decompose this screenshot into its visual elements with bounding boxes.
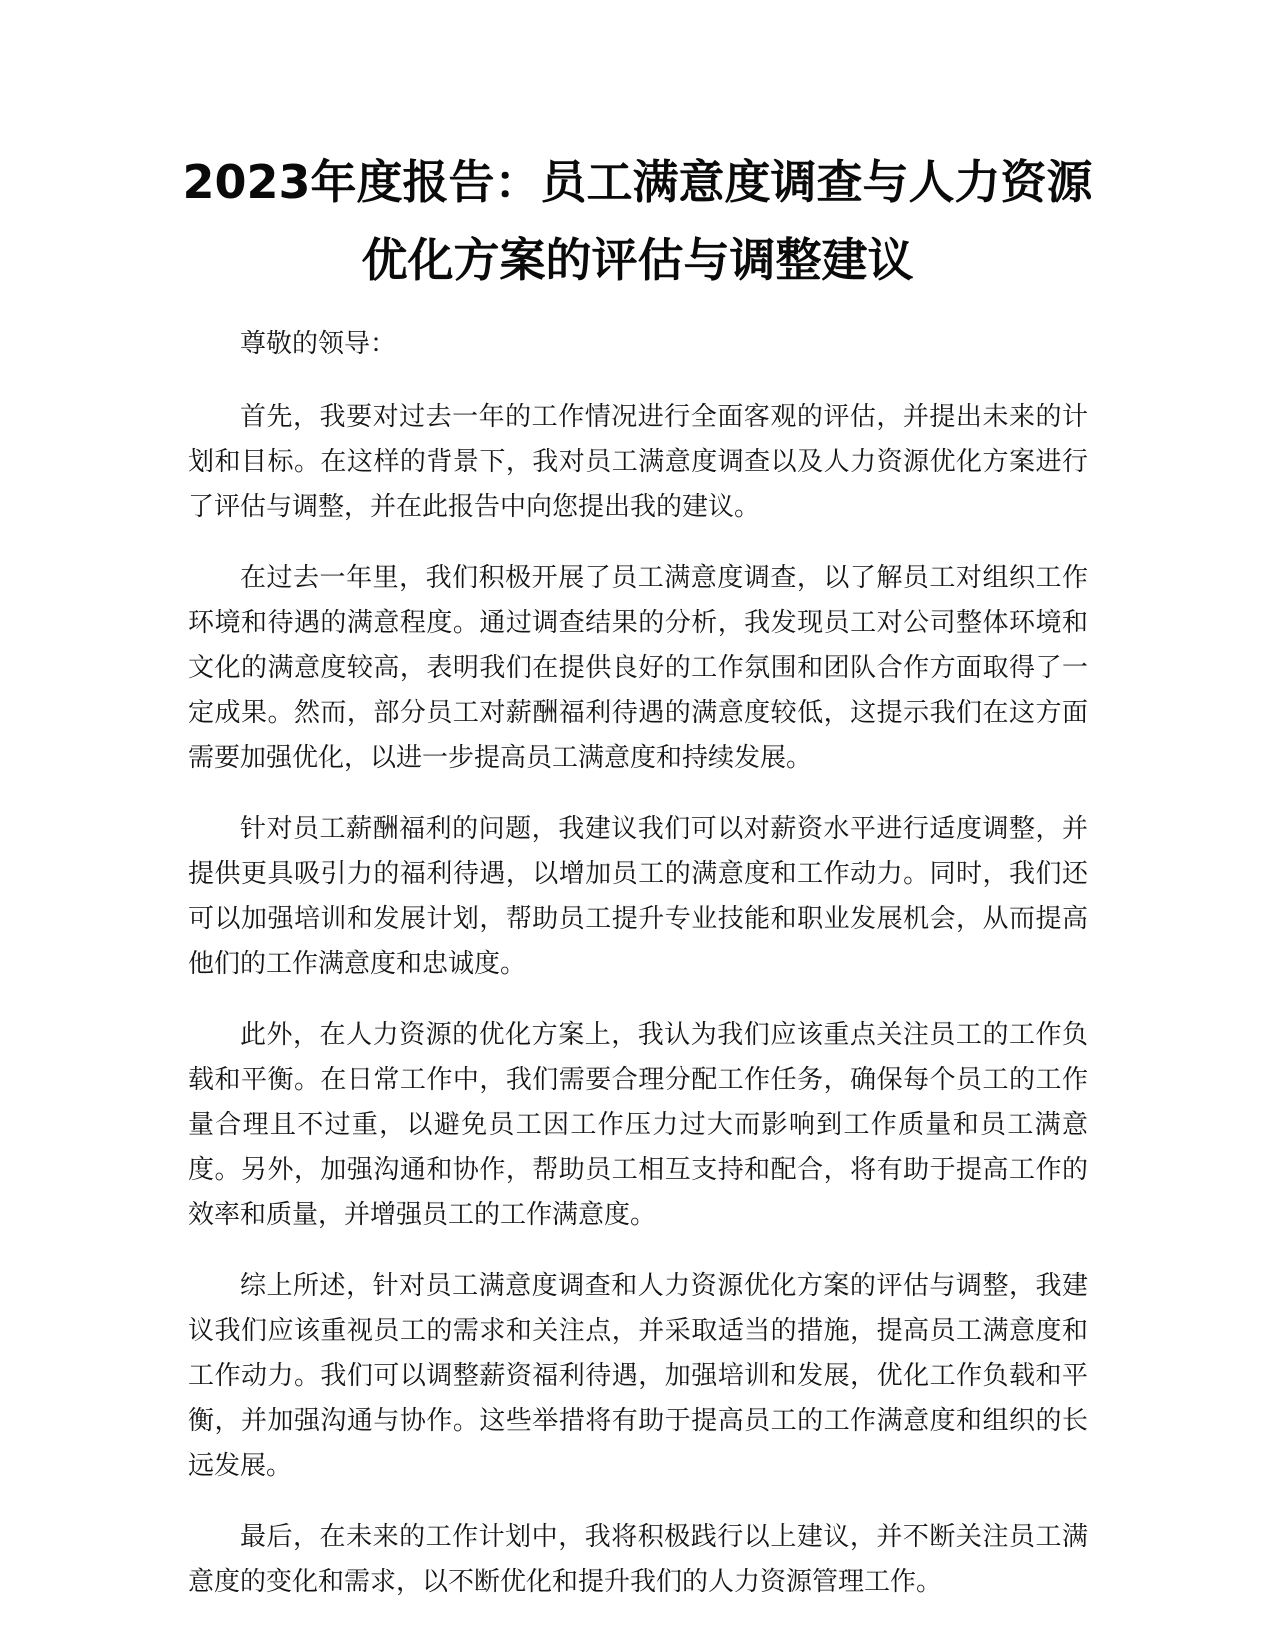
document-title <box>150 143 1125 299</box>
paragraph-5: 综上所述，针对员工满意度调查和人力资源优化方案的评估与调整，我建议我们应该重视员工的需求和关注点，并采取适当的措施，提高员工满意度和工作动力。我们可以调整薪资福利待遇，加强培训和发展，优化工作负载和平衡，并加强沟通与协作。这些举措将有助于提高员工的工作满意度和组织的长远发展。 <box>188 1271 1088 1481</box>
title-line-1: 2023年度报告：员工满意度调查与人力资源 <box>182 155 1093 209</box>
paragraph-6: 最后，在未来的工作计划中，我将积极践行以上建议，并不断关注员工满意度的变化和需求，以不断优化和提升我们的人力资源管理工作。 <box>188 1522 1088 1597</box>
greeting: 尊敬的领导： <box>240 329 397 359</box>
paragraph-2: 在过去一年里，我们积极开展了员工满意度调查，以了解员工对组织工作环境和待遇的满意程度。通过调查结果的分析，我发现员工对公司整体环境和文化的满意度较高，表明我们在提供良好的工作氛围和团队合作方面取得了一定成果。然而，部分员工对薪酬福利待遇的满意度较低，这提示我们在这方面需要加强优化，以进一步提高员工满意度和持续发展。 <box>188 563 1088 773</box>
title-line-2: 优化方案的评估与调整建议 <box>361 233 914 287</box>
paragraph-1: 首先，我要对过去一年的工作情况进行全面客观的评估，并提出未来的计划和目标。在这样的背景下，我对员工满意度调查以及人力资源优化方案进行了评估与调整，并在此报告中向您提出我的建议。 <box>188 402 1088 522</box>
document-body <box>188 322 1088 1631</box>
paragraph-4: 此外，在人力资源的优化方案上，我认为我们应该重点关注员工的工作负载和平衡。在日常工作中，我们需要合理分配工作任务，确保每个员工的工作量合理且不过重，以避免员工因工作压力过大而影响到工作质量和员工满意度。另外，加强沟通和协作，帮助员工相互支持和配合，将有助于提高工作的效率和质量，并增强员工的工作满意度。 <box>188 1020 1088 1230</box>
paragraph-3: 针对员工薪酬福利的问题，我建议我们可以对薪资水平进行适度调整，并提供更具吸引力的福利待遇，以增加员工的满意度和工作动力。同时，我们还可以加强培训和发展计划，帮助员工提升专业技能和职业发展机会，从而提高他们的工作满意度和忠诚度。 <box>188 814 1088 979</box>
